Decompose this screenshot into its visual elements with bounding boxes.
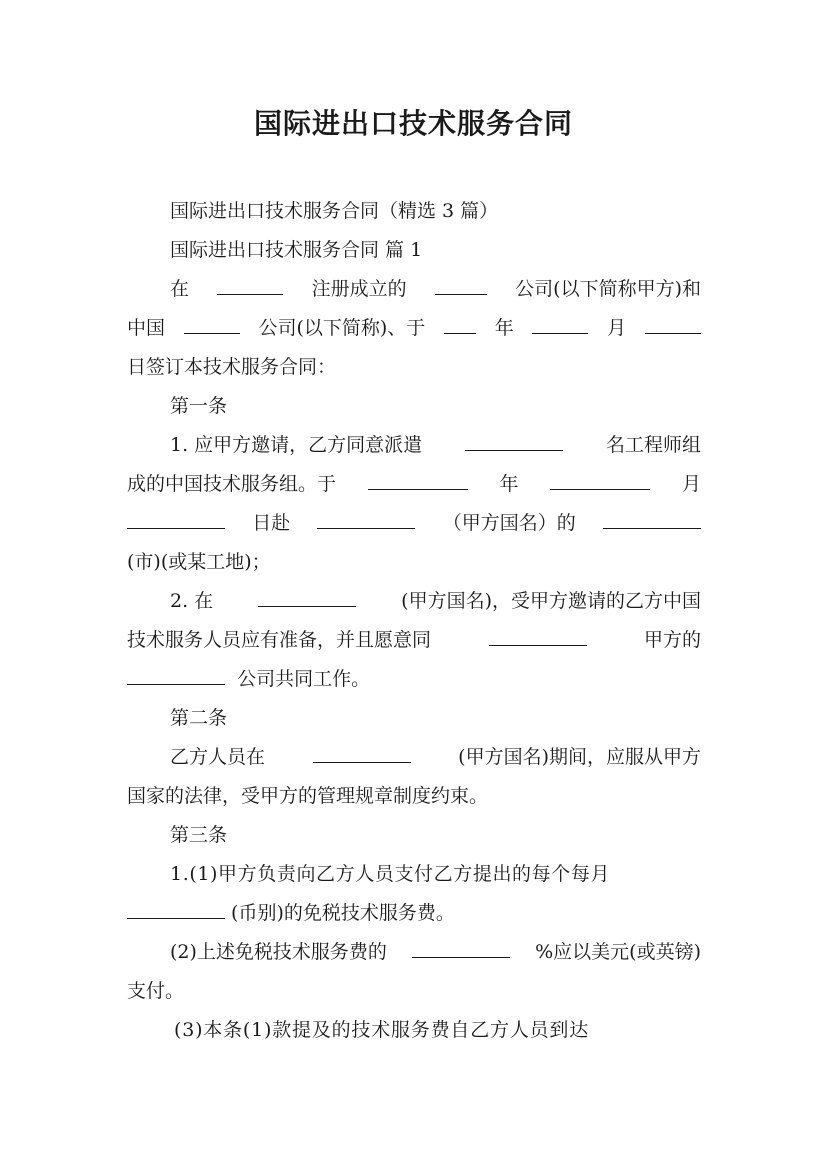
article1-item2-line1 <box>170 589 701 613</box>
text-segment: 名工程师组 <box>605 434 701 456</box>
article3-item3-line1: (3)本条(1)款提及的技术服务费自乙方人员到达 <box>174 1019 590 1041</box>
article1-item2-line3 <box>127 667 370 691</box>
text-segment: 1. 应甲方邀请，乙方同意派遣 <box>170 434 423 456</box>
text-segment: 公司(以下简称甲方)和 <box>515 278 701 300</box>
text-segment: 年 <box>499 473 519 495</box>
article2-line2: 国家的法律，受甲方的管理规章制度约束。 <box>127 785 489 807</box>
blank-field <box>184 317 240 334</box>
article1-item1-line3 <box>127 511 701 535</box>
para1-line2 <box>127 316 701 340</box>
text-segment: (甲方国名)期间，应服从甲方 <box>458 746 701 768</box>
text-segment: (2)上述免税技术服务费的 <box>170 941 387 963</box>
blank-field <box>412 941 510 958</box>
text-segment: 乙方人员在 <box>170 746 266 768</box>
text-segment: 月 <box>681 473 701 495</box>
blank-field <box>444 317 476 334</box>
blank-field <box>603 512 701 529</box>
blank-field <box>127 512 225 529</box>
blank-field <box>532 317 588 334</box>
text-segment: 日赴 <box>252 512 291 534</box>
text-segment: 年 <box>494 317 514 339</box>
blank-field <box>368 473 468 490</box>
article1-item1-line1 <box>170 433 701 457</box>
article1-heading: 第一条 <box>170 395 228 417</box>
document-title: 国际进出口技术服务合同 <box>253 107 573 140</box>
article1-item1-line2 <box>127 472 701 496</box>
article1-item1-line4: (市)(或某工地)； <box>127 551 271 573</box>
text-segment: 技术服务人员应有准备，并且愿意同 <box>127 629 432 651</box>
article3-heading: 第三条 <box>170 824 228 846</box>
blank-field <box>127 668 225 685</box>
text-segment: 公司(以下简称)、于 <box>258 317 426 339</box>
blank-field <box>258 590 356 607</box>
blank-field <box>550 473 650 490</box>
article3-item2-line2: 支付。 <box>127 980 185 1002</box>
para1-line3: 日签订本技术服务合同： <box>127 356 337 378</box>
text-segment: 注册成立的 <box>311 278 407 300</box>
blank-field <box>465 434 563 451</box>
blank-field <box>645 317 701 334</box>
article3-item2-line1 <box>170 940 701 964</box>
text-segment: 成的中国技术服务组。于 <box>127 473 337 495</box>
document-subtitle: 国际进出口技术服务合同（精选 3 篇） <box>170 200 499 222</box>
para1-line1 <box>170 277 701 301</box>
blank-field <box>127 902 225 919</box>
blank-field <box>317 512 415 529</box>
article3-item1-line2 <box>127 901 455 925</box>
text-segment: 公司共同工作。 <box>237 668 371 690</box>
article3-item1-line1: 1.(1)甲方负责向乙方人员支付乙方提出的每个每月 <box>170 863 611 885</box>
text-segment: 月 <box>607 317 627 339</box>
part-heading: 国际进出口技术服务合同 篇 1 <box>170 239 423 261</box>
blank-field <box>217 278 283 295</box>
text-segment: 2. 在 <box>170 590 214 612</box>
blank-field <box>489 629 587 646</box>
article2-heading: 第二条 <box>170 707 228 729</box>
blank-field <box>313 746 411 763</box>
article2-line1 <box>170 745 701 769</box>
text-segment: (币别)的免税技术服务费。 <box>231 902 455 924</box>
text-segment: （甲方国名）的 <box>442 512 576 534</box>
article1-item2-line2 <box>127 628 701 652</box>
text-segment: 中国 <box>127 317 166 339</box>
text-segment: (甲方国名)，受甲方邀请的乙方中国 <box>401 590 701 612</box>
text-segment: 在 <box>170 278 190 300</box>
text-segment: %应以美元(或英镑) <box>535 941 701 963</box>
blank-field <box>435 278 487 295</box>
text-segment: 甲方的 <box>643 629 701 651</box>
